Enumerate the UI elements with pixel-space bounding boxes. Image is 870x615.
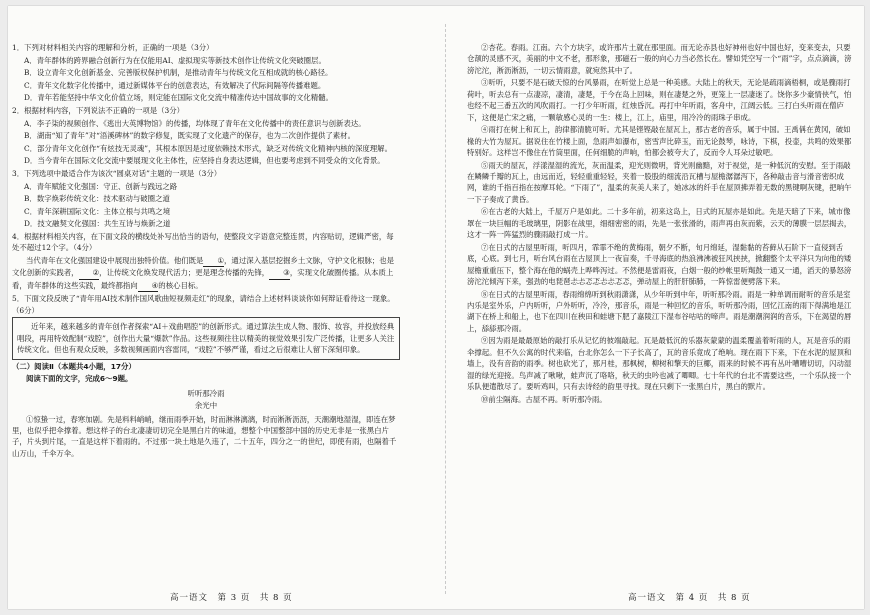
- essay-title: 听听那冷雨: [187, 388, 225, 398]
- answer-blank-4[interactable]: ④: [138, 280, 159, 292]
- question-1: [12, 42, 400, 104]
- essay-paragraph-10: ⑩前尘隔海。古屋不再。听听那冷雨。: [481, 394, 607, 404]
- question-2-option-d: D．当今青年在国际文化交流中要展现文化主体性，应坚持自身表达逻辑，但也要考虑到不同受众的文化背景。: [24, 156, 385, 166]
- essay-paragraph-2: ②杏花。春雨。江南。六个方块字，或许那片土就在那里面。而无论赤县也好神州也好中国也好，变来变去，只要仓颉的灵感不灭，美丽的中文不老，那形象，那磁石一般的向心力当必然长在。譬如凭空写一个“雨”字，点点滴滴，滂滂沱沱，淅沥淅沥，一切云情雨意，就宛然其中了。: [467, 43, 852, 75]
- question-1-option-b: B．设立青年文化创新基金、完善版权保护机制，是推动青年与传统文化互相成就的核心路径。: [24, 68, 333, 78]
- question-4-text-e: 的核心目标。: [158, 280, 203, 290]
- essay-paragraph-4: ④雨打在树上和瓦上，韵律都清脆可听。尤其是铿铿敲在屋瓦上，那古老的音乐，属于中国。王禹偁在黄冈，破如椽的大竹为屋瓦。据说住在竹楼上面，急雨声如瀑布，密雪声比碎玉，而无论鼓琴，咏诗，下棋，投壶，共鸣的效果都特别好。这样岂不像住在竹筒里面，任何细脆的声响，怕都会被夸大了，反而令人耳朵过敏吧。: [467, 125, 852, 158]
- essay-paragraph-3: ③听听，只要不是石破天惊的台风暴雨，在听觉上总是一种美感。大陆上的秋天，无论是疏雨滴梧桐，或是骤雨打荷叶，听去总有一点凄凉，凄清，凄楚，于今在岛上回味，则在凄楚之外，更笼上一层凄迷了。饶你多少豪情侠气，怕也经不起三番五次的风吹雨打。一打少年听雨，红烛昏沉。再打中年听雨，客舟中，江阔云低。三打白头听雨在僧庐下，这便是亡宋之痛，一颗敏感心灵的一生：楼上，江上，庙里，用冷冷的雨珠子串成。: [467, 78, 852, 122]
- essay-paragraph-7: ⑦在日式的古屋里听雨，听四月，霏霏不绝的黄梅雨，朝夕不断，旬月绵延，湿黏黏的苔藓从石阶下一直侵到舌底，心底。到七月，听台风台雨在古屋顶上一夜盲奏，千寻海底的热浪沸沸被狂风挟挟，掀翻整个太平洋只为向他的矮屋檐重重压下，整个海在他的蜗壳上哗哗泻过。不然便是雷雨夜，白烟一般的纱帐里听羯鼓一通又一通，滔天的暴怒滂滂沱沱倾泻下来，强劲的电琵琶忐忐忑忑忐忐忑忑，弹动屋上的肝肝肺肺，一阵惊雷便劈落下来。: [467, 242, 852, 287]
- page-footer-right: 高一语文 第 4 页 共 8 页: [628, 593, 751, 603]
- essay-paragraph-6: ⑥在古老的大陆上，千屋万户是如此。二十多年前，初来这岛上，日式的瓦屋亦是如此。先是天暗了下来，城市像罩在一块巨幅的毛玻璃里，阴影在战里，细细密密的雨，先是一张张滑的，雨声再由灰而紫，云天的薄膜一层层揭去，这才一阵一阵猛烈的骤雨敲打成一片。: [467, 207, 852, 240]
- question-4-text-c: ，让传统文化焕发现代活力；更是理念传播的先锋，: [99, 268, 270, 278]
- question-4: [12, 231, 400, 292]
- question-5-material-box: 近年来，越来越多的青年创作者探索“AI＋戏曲唱腔”的创新形式。通过算法生成人物、服饰、妆容，并投放经典唱段，再用特效配制“戏腔”，创作出大量“爆款”作品。这些视频往往以精美的视觉效果引发广泛传播，让更多人关注传统文化。但也有观众反映，多数视频画面内容雷同，“戏腔”不够严谨，看过之后很难让人留下深刻印象。: [12, 317, 400, 359]
- question-3: [12, 168, 400, 230]
- question-1-option-a: A．青年群体的跨界融合创新行为在仅能用AI、虚拟现实等新技术创作让传统文化突破圈层。: [24, 55, 326, 65]
- question-3-option-c: C．青年深耕国际文化：主体立根与共鸣之境: [24, 206, 171, 216]
- question-2-option-a: A．李子柒的视频创作、《逃出大英博物馆》的传播，均体现了青年在文化传播中的责任意识与创新表达。: [24, 118, 366, 128]
- question-4-text-b: ，通过深入基层挖掘乡土文脉，守护文化根脉；也是文化创新的实践者，: [12, 255, 395, 278]
- question-4-text-d: ，实现文化破圈传播。从本质上看，青年群体的这些实践，最终都指向: [12, 268, 394, 290]
- exam-sheet: [8, 6, 864, 609]
- right-page: [467, 42, 855, 406]
- question-1-option-c: C．青年文化数字化传播中，通过新媒体平台的创意表达，有效解决了代际间隔等传播难题。: [24, 80, 326, 90]
- question-2: [12, 105, 400, 167]
- essay-paragraph-5: ⑤雨天的屋瓦，浮漾湿湿的流光，灰而温柔，迎光则微明，背光则幽黯，对于视觉，是一种低沉的安慰。至于雨敲在鳞鳞千瓣的瓦上，由远而近，轻轻重重轻轻，夹着一股股的细流沿瓦槽与屋檐潺潺泻下，各种敲击音与滑音密织成网，谁的千指百指在按摩耳轮。“下雨了”，温柔的灰美人来了，她冰冰的纤手在屋顶拂弄着无数的黑键啊灰键，把晌午一下子奏成了黄昏。: [467, 160, 852, 204]
- question-4-stem: 4．根据材料相关内容，在下面文段的横线处补写出恰当的语句，使整段文字语意完整连贯，内容贴切，逻辑严密，每处不超过12个字。（4分）: [12, 231, 394, 253]
- answer-blank-3[interactable]: ③: [269, 267, 290, 279]
- question-2-stem: 2．根据材料内容，下列说法不正确的一项是（3分）: [12, 105, 185, 115]
- essay-paragraph-8: ⑧在日式的古屋里听雨，春雨绵绵听到秋雨潇潇，从少年听到中年，听听那冷雨。雨是一种单调而耐听的音乐是室内乐是室外乐，户内听听，户外听听，冷冷，那音乐，雨是一种回忆的音乐，听听那冷雨，回忆江南的雨下得满地是江湖下在桥上和船上，也下在四川在秧田和蛙塘下肥了嘉陵江下湿布谷咕咕的啼声。雨是潮潮润润的音乐，下在渴望的唇上，舔舔那冷雨。: [467, 289, 852, 333]
- question-3-option-b: B．数字焕彩传统文化：技术驱动与破圈之道: [24, 194, 170, 204]
- question-3-stem: 3．下列选项中最适合作为该次“圆桌对话”主题的一项是（3分）: [12, 168, 222, 178]
- essay-author: 余光中: [194, 401, 218, 411]
- question-5: [12, 293, 400, 359]
- question-2-option-b: B．湖南“知了青年”对“浯溪碑林”的数字修复，既实现了文化遗产的保存，也为二次创作提供了素材。: [24, 131, 355, 141]
- page-footer-left: 高一语文 第 3 页 共 8 页: [170, 593, 293, 603]
- question-1-option-d: D．青年若能坚持中华文化价值立场，则定能在国际文化交流中精准传达中国故事的文化精髓。: [24, 93, 333, 103]
- question-4-text-a: 当代青年在文化强国建设中展现出独特价值。他们既是: [26, 255, 204, 265]
- question-2-option-c: C．部分青年文化创作“有炫技无灵魂”，其根本原因是过度依赖技术形式，缺乏对传统文化精神内核的深度理解。: [24, 143, 392, 153]
- page-fold: [445, 24, 446, 594]
- question-5-stem: 5．下面文段反映了“青年用AI技术制作国风歌曲短视频走红”的现象，请结合上述材料谈谈你如何辩证看待这一现象。（6分）: [12, 294, 395, 315]
- answer-blank-2[interactable]: ②: [79, 267, 100, 279]
- essay-paragraph-9: ⑨因为雨是最最原始的敲打乐从记忆的彼端敲起。瓦是最低沉的乐器灰蒙蒙的温柔覆盖着听雨的人，瓦是音乐的雨伞撑起。但不久公寓的时代来临，台北你怎么一下子长高了，瓦的音乐竟成了绝响。现在雨下下来，下在水泥的屋顶和墙上，没有音韵的雨季。树也砍光了，那月桂，那枫树，柳树和擎天的巨椰，雨来的时候不再有丛叶嘈嘈切切，闪动湿湿的绿光迎接。鸟声减了啾啾，蛙声沉了咯咯，秋天的虫吟也减了唧唧。七十年代的台北不需要这些，一个乐队接一个乐队便遣散尽了。要听鸡叫，只有去诗经的韵里寻找。现在只剩下一张黑白片，黑白的默片。: [467, 336, 852, 392]
- question-4-passage: [12, 255, 400, 292]
- left-page: [12, 42, 400, 460]
- section-heading: （二）阅读Ⅱ（本题共4小题，17分）: [12, 361, 136, 371]
- question-3-option-a: A．青年赋能文化强国：守正、创新与践远之路: [24, 181, 178, 191]
- essay-paragraph-1: ①惊蛰一过，春寒加剧。先是料料峭峭，继而雨季开始，时而淋淋漓漓，时而淅淅沥沥，天潮潮地湿湿，即连在梦里，也似乎把伞撑着。想这样子的台北凄凄切切完全是黑白片的味道，想整个中国整部中国的历史无非是一张黑白片子，片头到片尾，一直是这样下着雨的。不过那一块土地是久违了，二十五年，四分之一的世纪，即使有雨，也隔着千山万山，千伞万伞。: [12, 414, 397, 458]
- question-1-stem: 1．下列对材料相关内容的理解和分析，正确的一项是（3分）: [12, 43, 214, 52]
- answer-blank-1[interactable]: ①: [203, 255, 224, 267]
- question-3-option-d: D．技文融契文化强国：共生互诗与焕新之道: [24, 219, 171, 229]
- section-instruction: 阅读下面的文字，完成6～9题。: [26, 374, 133, 384]
